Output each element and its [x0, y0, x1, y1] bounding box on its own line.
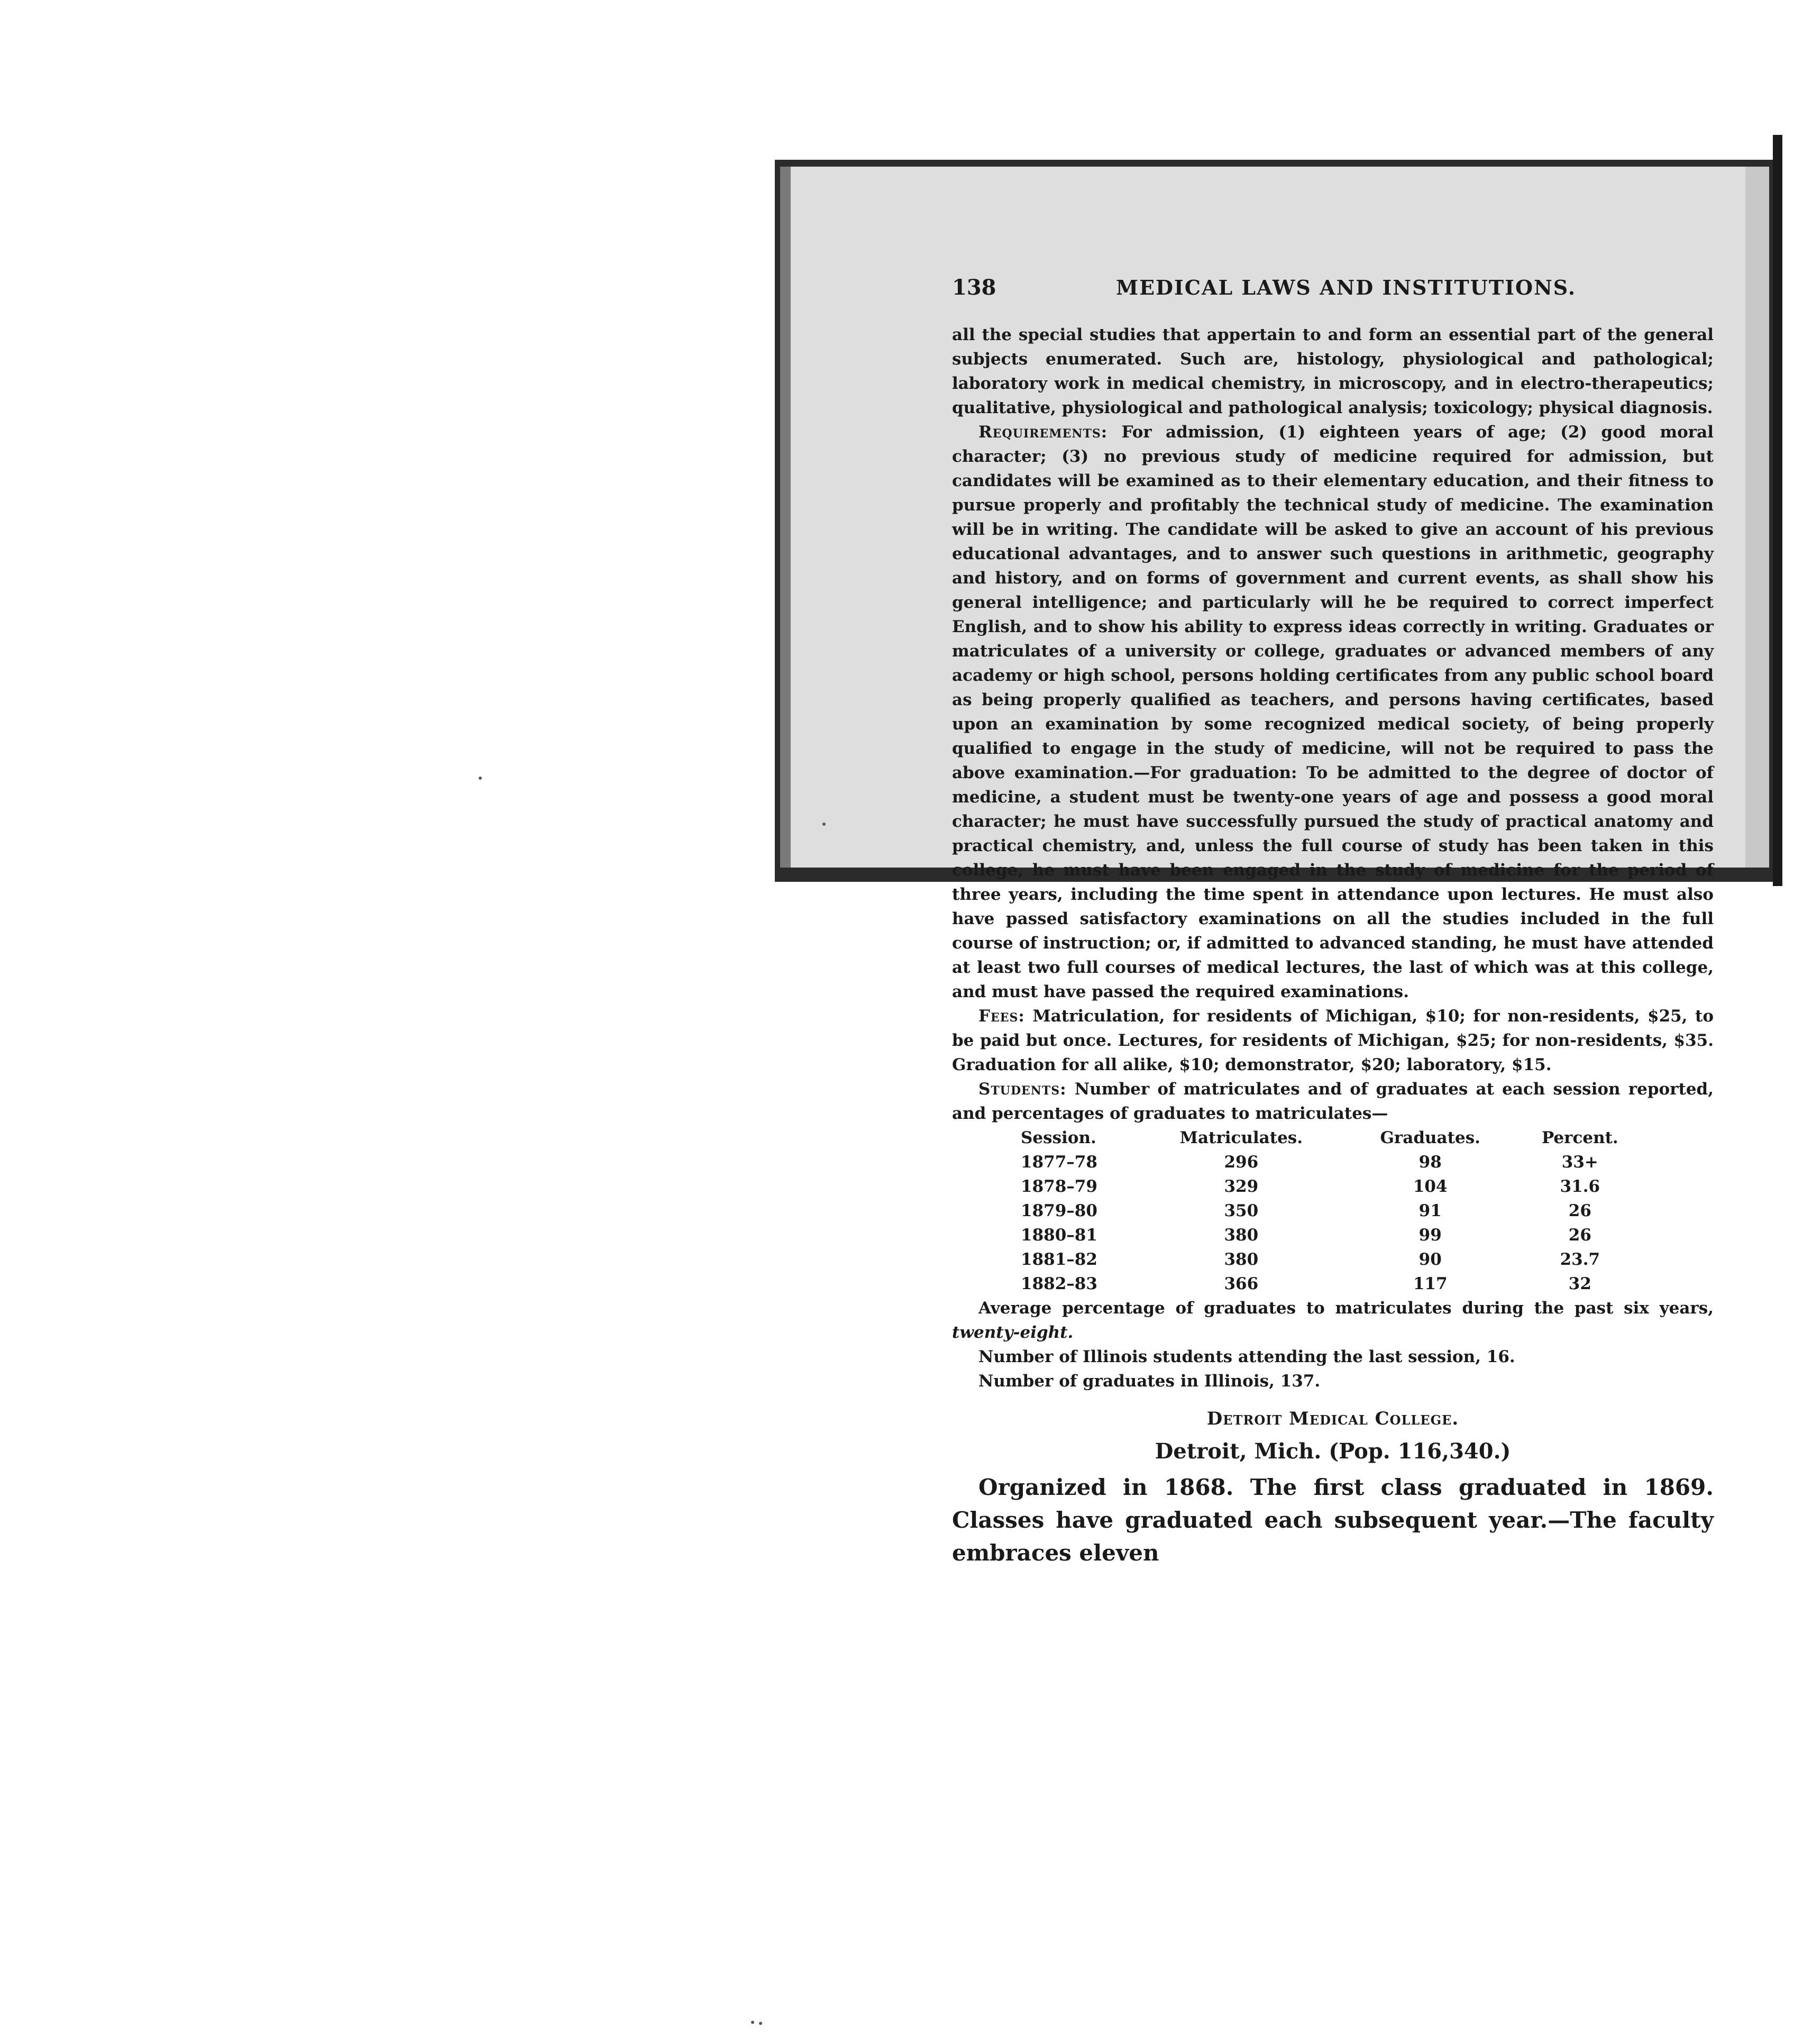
requirements-paragraph — [952, 420, 1714, 1004]
book-spine-stripe — [1773, 135, 1782, 886]
cell-graduates: 117 — [1413, 1274, 1448, 1293]
cell-percent: 26 — [1568, 1226, 1591, 1245]
fees-label: Fees: — [978, 1007, 1025, 1026]
fees-paragraph — [952, 1004, 1714, 1077]
cell-session: 1877–78 — [1021, 1153, 1097, 1172]
cell-graduates: 104 — [1413, 1177, 1448, 1196]
header-percent: Percent. — [1541, 1128, 1618, 1147]
scan-speck — [479, 777, 482, 780]
illinois-students-line: Number of Illinois students attending the last session, 16. — [978, 1347, 1515, 1366]
cell-percent: 23.7 — [1560, 1250, 1600, 1269]
cell-matriculates: 380 — [1224, 1250, 1259, 1269]
requirements-text: For admission, (1) eighteen years of age; (2) good moral character; (3) no previous study of medicine required for admission, but candidates will be examined as to their elementary education, and their fitness to pursue properly and profitably the technical study of medicine. The examination will be in writing. The candidate will be asked to give an account of his previous educational advantages, and to answer such questions in arithmetic, geography and history, and on forms of government and current events, as shall show his general intelligence; and particularly will he be required to correct imperfect English, and to show his ability to express ideas correctly in writing. Graduates or matriculates of a university or college, graduates or advanced members of any academy or high school, persons holding certificates from any public school board as being properly qualified as teachers, and persons having certificates, based upon an examination by some recognized medical society, of being properly qualified to engage in the study of medicine, will not be required to pass the above examination.—For graduation: To be admitted to the degree of doctor of medicine, a student must be twenty-one years of age and possess a good moral character; he must have successfully pursued the study of practical anatomy and practical chemistry, and, unless the full course of study has been taken in this college, he must have been engaged in the study of medicine for the period of three years, including the time spent in attendance upon lectures. He must also have passed satisfactory examinations on all the studies included in the full course of instruction; or, if admitted to advanced standing, he must have attended at least two full courses of medical lectures, the last of which was at this college, and must have passed the required examinations. — [952, 423, 1714, 1001]
college-heading: Detroit Medical College. — [1206, 1408, 1459, 1429]
students-text: Number of matriculates and of graduates at each session reported, and percentages of graduates to matriculates— — [952, 1080, 1714, 1123]
fees-text: Matriculation, for residents of Michigan, $10; for non-residents, $25, to be paid but once. Lectures, for residents of Michigan, $25; for non-residents, $35. Graduation for all alike, $10; demonstrator, $20; laboratory, $15. — [952, 1007, 1714, 1074]
table-header-row — [1021, 1126, 1645, 1150]
cell-matriculates: 350 — [1224, 1201, 1259, 1220]
students-paragraph — [952, 1077, 1714, 1126]
students-label: Students: — [978, 1080, 1067, 1099]
cell-session: 1882–83 — [1021, 1274, 1097, 1293]
average-text: Average percentage of graduates to matriculates during the past six years, — [978, 1299, 1714, 1318]
cell-matriculates: 380 — [1224, 1226, 1259, 1245]
cell-percent: 31.6 — [1560, 1177, 1600, 1196]
page-right-margin — [1745, 167, 1769, 868]
cell-matriculates: 329 — [1224, 1177, 1259, 1196]
cell-session: 1878–79 — [1021, 1177, 1097, 1196]
table-row — [1021, 1150, 1645, 1174]
page-gutter-shadow — [780, 167, 791, 868]
cell-percent: 32 — [1568, 1274, 1591, 1293]
session-statistics-table — [1021, 1126, 1645, 1296]
cell-matriculates: 296 — [1224, 1153, 1259, 1172]
header-graduates: Graduates. — [1380, 1128, 1480, 1147]
header-matriculates: Matriculates. — [1179, 1128, 1303, 1147]
cell-graduates: 91 — [1418, 1201, 1442, 1220]
cell-graduates: 90 — [1418, 1250, 1442, 1269]
cell-session: 1881–82 — [1021, 1250, 1097, 1269]
intro-paragraph: all the special studies that appertain to and form an essential part of the general subjects enumerated. Such are, histology, physiological and pathological; laboratory work in medical chemistry, in microscopy, and in electro-therapeutics; qualitative, physiological and pathological analysis; toxicology; physical diagnosis. — [952, 325, 1714, 417]
running-head — [952, 275, 1714, 323]
table-row — [1021, 1223, 1645, 1247]
average-value: twenty-eight. — [952, 1323, 1074, 1342]
cell-graduates: 98 — [1418, 1153, 1442, 1172]
cell-matriculates: 366 — [1224, 1274, 1259, 1293]
page-number: 138 — [952, 275, 996, 300]
running-head-title: MEDICAL LAWS AND INSTITUTIONS. — [1116, 276, 1577, 299]
cell-session: 1879–80 — [1021, 1201, 1097, 1220]
table-row — [1021, 1174, 1645, 1199]
cell-percent: 33+ — [1561, 1153, 1598, 1172]
scan-speck — [759, 2022, 762, 2025]
average-paragraph — [952, 1296, 1714, 1345]
cell-percent: 26 — [1568, 1201, 1591, 1220]
table-row — [1021, 1199, 1645, 1223]
scan-speck — [822, 823, 826, 826]
illinois-graduates-line: Number of graduates in Illinois, 137. — [978, 1372, 1321, 1391]
college-place: Detroit, Mich. (Pop. 116,340.) — [1155, 1439, 1511, 1464]
table-row — [1021, 1272, 1645, 1296]
cell-session: 1880–81 — [1021, 1226, 1097, 1245]
header-session: Session. — [1021, 1128, 1096, 1147]
scan-speck — [751, 2021, 754, 2024]
college-paragraph: Organized in 1868. The first class graduated in 1869. Classes have graduated each subsequent year.—The faculty embraces eleven — [952, 1474, 1714, 1566]
requirements-label: Requirements: — [978, 423, 1108, 442]
cell-graduates: 99 — [1418, 1226, 1442, 1245]
page-content — [952, 275, 1714, 1570]
table-row — [1021, 1247, 1645, 1272]
